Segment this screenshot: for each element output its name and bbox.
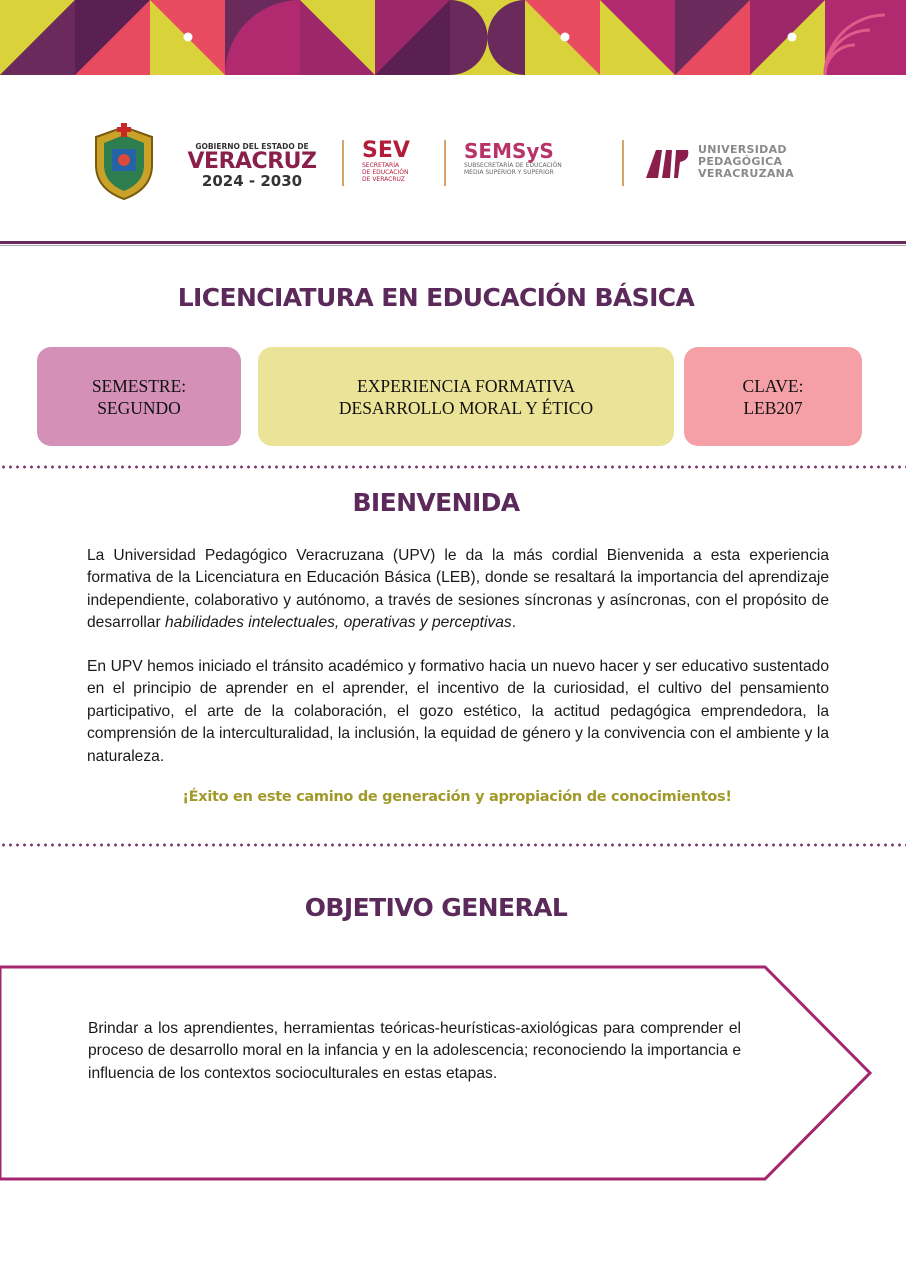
gobierno-period: 2024 - 2030 [201,172,303,190]
veracruz-coat-of-arms-icon [88,123,160,201]
header-divider [0,241,906,247]
sev-sub-2: DE EDUCACIÓN [362,169,409,176]
logo-divider [444,140,446,186]
logo-divider [622,140,624,186]
sev-title: SEV [362,138,410,163]
semsys-sub-2: MEDIA SUPERIOR Y SUPERIOR [464,169,554,176]
sev-sub-1: SECRETARÍA [362,162,400,169]
semester-label: SEMESTRE: [91,375,187,396]
welcome-italic-skills: habilidades intelectuales, operativas y perceptivas [165,614,512,632]
course-box [258,347,674,446]
logo-divider [342,140,344,186]
semester-value: SEGUNDO [97,397,181,418]
program-title: LICENCIATURA EN EDUCACIÓN BÁSICA [177,283,695,312]
semsys-sub-1: SUBSECRETARÍA DE EDUCACIÓN [464,162,562,169]
semester-box [37,347,241,446]
upv-line2: PEDAGÓGICA [698,155,783,168]
welcome-motto: ¡Éxito en este camino de generación y apropiación de conocimientos! [182,789,732,805]
course-label: EXPERIENCIA FORMATIVA [357,375,575,396]
welcome-paragraph-1: La Universidad Pedagógico Veracruzana (UPV) le da la más cordial Bienvenida a esta experiencia formativa de la Licenciatura en Educación Básica (LEB), donde se resaltará la importancia del aprendizaje independiente, colaborativo y autónomo, a través de sesiones síncronas y asíncronas, con el propósito de desarrollar habilidades intelectuales, operativas y perceptivas. [87,547,829,632]
upv-line1: UNIVERSIDAD [698,143,787,156]
semsys-title: SEMSyS [464,139,554,163]
decorative-banner [0,0,906,75]
course-code-label: CLAVE: [742,375,804,396]
welcome-paragraph-2: En UPV hemos iniciado el tránsito académico y formativo hacia un nuevo hacer y ser educativo sustentado en el principio de aprender en el aprender, el incentivo de la curiosidad, el cultivo del pensamiento participativo, el arte de la colaboración, el gozo estético, la actitud pedagógica emprendedora, la comprensión de la interculturalidad, la inclusión, la equidad de género y la convivencia con el ambiente y la naturaleza. [87,658,829,765]
upv-emblem-icon [644,144,692,180]
course-code-box [684,347,862,446]
course-value: DESARROLLO MORAL Y ÉTICO [338,397,594,418]
sev-sub-3: DE VERACRUZ [362,176,405,183]
gobierno-veracruz: VERACRUZ [187,149,317,174]
objective-text: Brindar a los aprendientes, herramientas teóricas-heurísticas-axiológicas para comprender el proceso de desarrollo moral en la infancia y en la adolescencia; reconociendo la importancia e influencia de los contextos socioculturales en estas etapas. [88,1020,741,1082]
upv-line3: VERACRUZANA [698,167,794,180]
section-divider [0,465,906,469]
section-divider [0,843,906,847]
course-code-value: LEB207 [743,397,803,418]
institution-logos [0,118,906,208]
welcome-title: BIENVENIDA [352,488,520,517]
objective-title: OBJETIVO GENERAL [304,893,568,922]
gobierno-line1: GOBIERNO DEL ESTADO DE [195,142,309,151]
